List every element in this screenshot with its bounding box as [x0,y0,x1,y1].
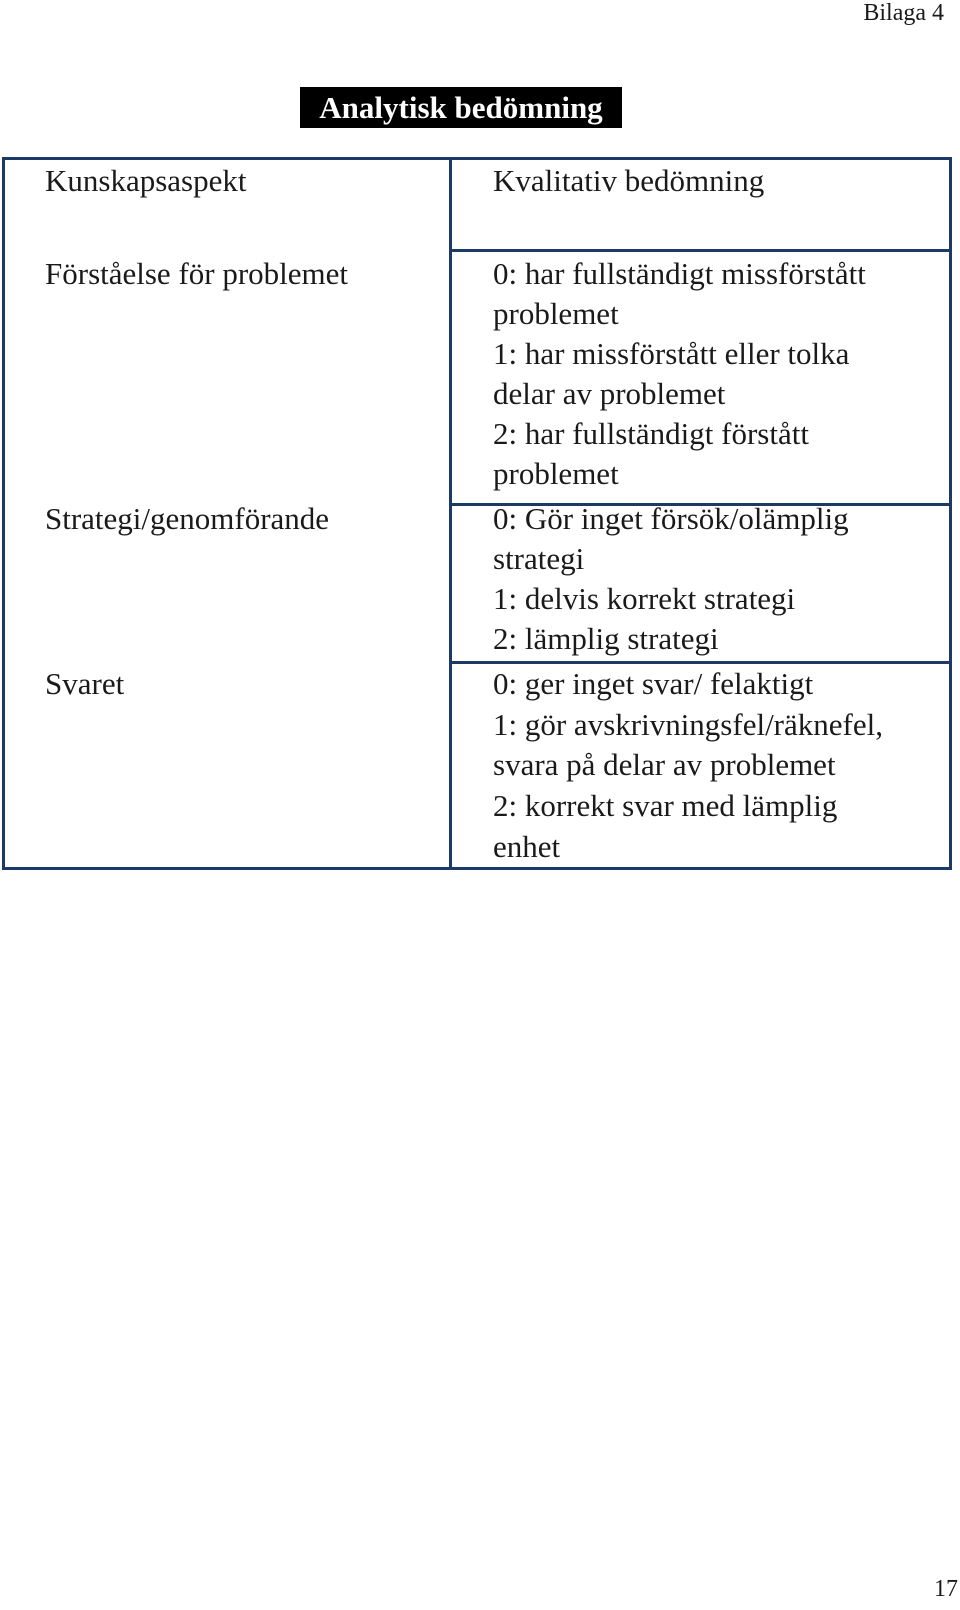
criterion-line: enhet [493,829,561,864]
aspect-understanding: Förståelse för problemet [45,256,349,291]
criterion-line: problemet [493,296,619,331]
column-divider [449,157,452,870]
criterion-line: 0: ger inget svar/ felaktigt [493,666,814,701]
aspect-strategy: Strategi/genomförande [45,501,330,536]
aspect-answer: Svaret [45,666,125,701]
criterion-line: 2: lämplig strategi [493,621,719,656]
criterion-line: svara på delar av problemet [493,747,836,782]
criterion-line: delar av problemet [493,376,726,411]
criterion-line: 0: Gör inget försök/olämplig [493,501,849,536]
appendix-label: Bilaga 4 [863,0,944,26]
row-divider-header [452,249,952,252]
criterion-line: 2: har fullständigt förstått [493,416,809,451]
criterion-line: problemet [493,456,619,491]
document-title: Analytisk bedömning [300,87,622,128]
criterion-line: strategi [493,541,585,576]
page-number: 17 [934,1576,958,1602]
criterion-line: 1: gör avskrivningsfel/räknefel, [493,707,883,742]
criterion-line: 2: korrekt svar med lämplig [493,788,838,823]
criterion-line: 0: har fullständigt missförstått [493,256,866,291]
column-header-assessment: Kvalitativ bedömning [493,163,765,198]
column-header-aspect: Kunskapsaspekt [45,163,247,198]
criterion-line: 1: har missförstått eller tolka [493,336,850,371]
criterion-line: 1: delvis korrekt strategi [493,581,796,616]
